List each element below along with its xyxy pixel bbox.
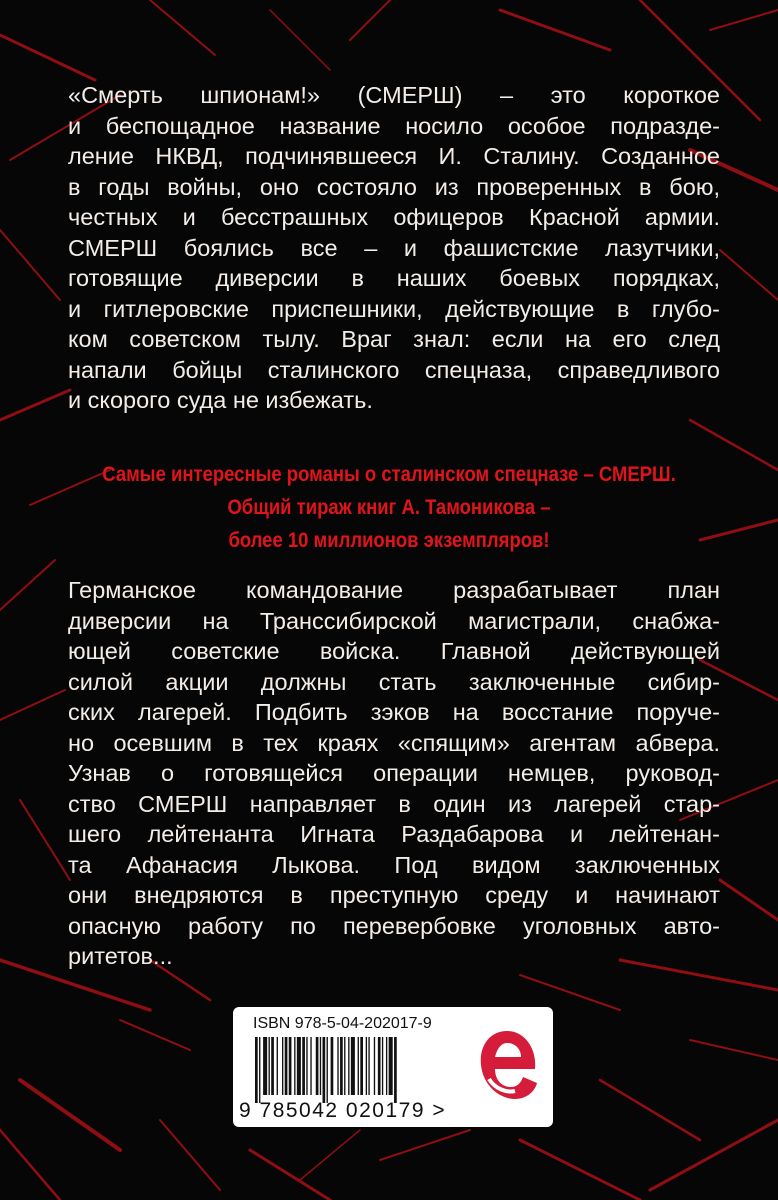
text-line: честных и бесстрашных офицеров Красной армии.: [68, 204, 720, 230]
barcode-bars: [255, 1037, 460, 1103]
annotation-paragraph: [68, 575, 720, 972]
barcode-bar: [344, 1037, 345, 1095]
isbn-label: ISBN 978-5-04-202017-9: [253, 1015, 432, 1032]
barcode-bar: [302, 1037, 305, 1095]
barcode-bar: [255, 1037, 258, 1103]
barcode-bar: [323, 1037, 326, 1103]
description-paragraph: [68, 80, 720, 416]
barcode-bar: [382, 1037, 383, 1095]
barcode-bar: [327, 1037, 328, 1103]
text-line: ских лагерей. Подбить зэков на восстание поруче-: [68, 699, 720, 725]
text-line: диверсии на Транссибирской магистрали, снабжа-: [68, 607, 720, 634]
text-line: ление НКВД, подчинявшееся И. Сталину. Созданное: [68, 143, 720, 169]
barcode-bar: [285, 1037, 288, 1095]
barcode-bar: [331, 1037, 334, 1095]
text-line: готовящие диверсии в наших боевых порядках,: [68, 265, 720, 291]
text-line: в годы войны, оно состояло из проверенных в бою,: [68, 173, 720, 200]
slogan-text: [82, 458, 696, 557]
text-line: Германское командование разрабатывает план: [68, 577, 720, 603]
barcode-bar: [269, 1037, 270, 1095]
barcode-bar: [316, 1037, 319, 1095]
barcode-bar: [348, 1037, 349, 1095]
text-line: ющей советские войска. Главной действующей: [68, 638, 720, 664]
slogan-line: Самые интересные романы о сталинском спецназе – СМЕРШ.: [102, 463, 676, 486]
barcode-bar: [366, 1037, 367, 1095]
barcode-bar: [289, 1037, 292, 1095]
slogan-line: Общий тираж книг А. Тамоникова –: [227, 496, 551, 519]
barcode-bar: [394, 1037, 397, 1103]
barcode-bar: [259, 1037, 260, 1103]
barcode-bar: [297, 1037, 301, 1095]
text-line: СМЕРШ боялись все – и фашистские лазутчики,: [68, 234, 720, 261]
barcode-digits: 9 785042 020179 >: [239, 1099, 447, 1122]
publisher-logo-icon: [475, 1029, 539, 1103]
barcode-bar: [306, 1037, 307, 1095]
text-line: но осевшим в тех краях «спящим» агентам абвера.: [68, 729, 720, 756]
text-line: «Смерть шпионам!» (СМЕРШ) – это короткое: [68, 82, 720, 108]
barcode-bar: [351, 1037, 355, 1095]
text-line: напали бойцы сталинского спецназа, справедливого: [68, 356, 720, 383]
barcode-bar: [378, 1037, 381, 1095]
slogan-line: более 10 миллионов экземпляров!: [228, 529, 550, 552]
barcode-bar: [374, 1037, 375, 1095]
text-line: шего лейтенанта Игната Раздабарова и лейтенан-: [68, 821, 720, 847]
barcode-bar: [277, 1037, 278, 1095]
barcode-bar: [310, 1037, 311, 1095]
text-line: ком советском тылу. Враг знал: если на его след: [68, 326, 720, 352]
text-line: опасную работу по перевербовке уголовных авто-: [68, 912, 720, 939]
barcode-bar: [337, 1037, 338, 1095]
barcode-bar: [368, 1037, 369, 1095]
text-line: силой акции должны стать заключенные сибир-: [68, 668, 720, 695]
text-line: ство СМЕРШ направляет в один из лагерей стар-: [68, 790, 720, 817]
barcode-bar: [358, 1037, 359, 1095]
text-line: и скорого суда не избежать.: [68, 387, 373, 413]
text-line: и гитлеровские приспешники, действующие в глубо-: [68, 295, 720, 322]
barcode-bar: [386, 1037, 387, 1095]
barcode-bar: [320, 1037, 321, 1095]
text-line: та Афанасия Лыкова. Под видом заключенных: [68, 851, 720, 878]
text-line: они внедряются в преступную среду и начинают: [68, 882, 720, 908]
barcode-bar: [294, 1037, 295, 1095]
barcode-bar: [360, 1037, 363, 1095]
barcode-bar: [340, 1037, 343, 1095]
barcode-bar: [271, 1037, 274, 1095]
text-line: Узнав о готовящейся операции немцев, руковод-: [68, 760, 720, 786]
barcode-bar: [282, 1037, 283, 1095]
barcode-bar: [263, 1037, 267, 1095]
barcode-box: [233, 1007, 553, 1127]
text-line: и беспощадное название носило особое подразде-: [68, 112, 720, 139]
text-line: ритетов...: [68, 943, 173, 969]
barcode-bar: [389, 1037, 393, 1095]
